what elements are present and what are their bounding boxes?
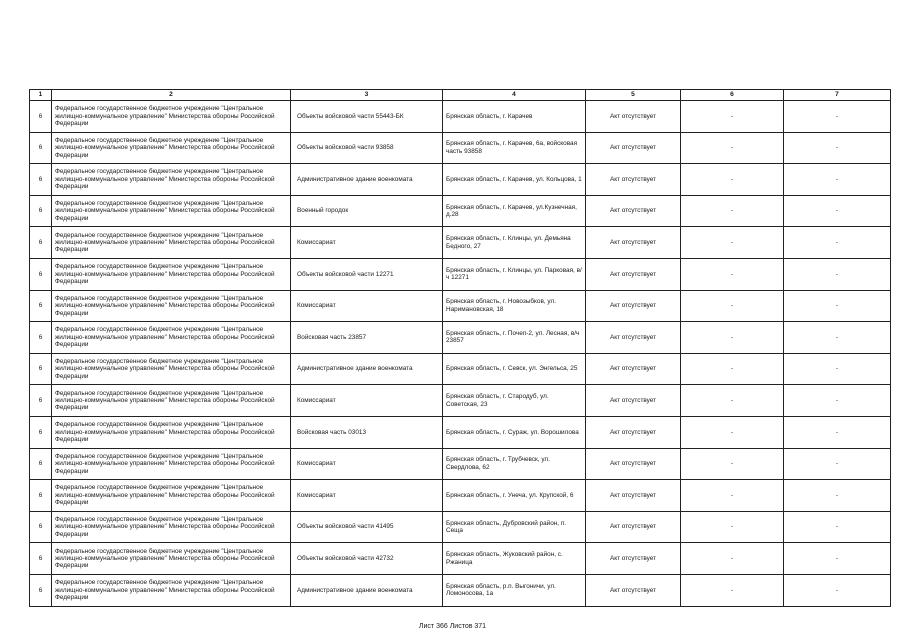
table-row — [30, 322, 891, 354]
address-cell: Брянская область, г. Севск, ул. Энгельса, 25 — [443, 353, 586, 385]
row-number-cell: 6 — [30, 227, 52, 259]
object-cell: Войсковая часть 03013 — [291, 416, 443, 448]
document-sheet — [29, 89, 890, 607]
row-number-cell: 6 — [30, 322, 52, 354]
owner-cell: Федеральное государственное бюджетное учреждение "Центральное жилищно-коммунальное управление" Министерства обороны Российской Федерации — [52, 353, 291, 385]
table-row — [30, 132, 891, 164]
column-6-cell: - — [681, 290, 784, 322]
object-cell: Комиссариат — [291, 227, 443, 259]
column-6-cell: - — [681, 511, 784, 543]
column-7-cell: - — [784, 448, 891, 480]
column-6-cell: - — [681, 448, 784, 480]
column-6-cell: - — [681, 543, 784, 575]
object-cell: Военный городок — [291, 195, 443, 227]
owner-cell: Федеральное государственное бюджетное учреждение "Центральное жилищно-коммунальное управление" Министерства обороны Российской Федерации — [52, 511, 291, 543]
column-6-cell: - — [681, 164, 784, 196]
address-cell: Брянская область, р.п. Выгоничи, ул. Ломоносова, 1а — [443, 574, 586, 606]
row-number-cell: 6 — [30, 574, 52, 606]
column-6-cell: - — [681, 353, 784, 385]
address-cell: Брянская область, г. Почеп-2, ул. Лесная, в/ч 23857 — [443, 322, 586, 354]
status-cell: Акт отсутствует — [586, 511, 681, 543]
status-cell: Акт отсутствует — [586, 543, 681, 575]
object-cell: Комиссариат — [291, 448, 443, 480]
owner-cell: Федеральное государственное бюджетное учреждение "Центральное жилищно-коммунальное управление" Министерства обороны Российской Федерации — [52, 543, 291, 575]
objects-table — [29, 89, 891, 607]
status-cell: Акт отсутствует — [586, 448, 681, 480]
column-header-6: 6 — [681, 90, 784, 101]
row-number-cell: 6 — [30, 164, 52, 196]
column-7-cell: - — [784, 574, 891, 606]
address-cell: Брянская область, г. Клинцы, ул. Парковая, в/ч 12271 — [443, 258, 586, 290]
row-number-cell: 6 — [30, 290, 52, 322]
status-cell: Акт отсутствует — [586, 195, 681, 227]
address-cell: Брянская область, г. Трубчевск, ул. Свердлова, 62 — [443, 448, 586, 480]
object-cell: Объекты войсковой части 41495 — [291, 511, 443, 543]
status-cell: Акт отсутствует — [586, 290, 681, 322]
column-6-cell: - — [681, 132, 784, 164]
owner-cell: Федеральное государственное бюджетное учреждение "Центральное жилищно-коммунальное управление" Министерства обороны Российской Федерации — [52, 164, 291, 196]
owner-cell: Федеральное государственное бюджетное учреждение "Центральное жилищно-коммунальное управление" Министерства обороны Российской Федерации — [52, 322, 291, 354]
object-cell: Комиссариат — [291, 480, 443, 512]
column-7-cell: - — [784, 480, 891, 512]
row-number-cell: 6 — [30, 385, 52, 417]
column-7-cell: - — [784, 416, 891, 448]
status-cell: Акт отсутствует — [586, 322, 681, 354]
row-number-cell: 6 — [30, 448, 52, 480]
table-row — [30, 101, 891, 133]
status-cell: Акт отсутствует — [586, 416, 681, 448]
address-cell: Брянская область, г. Карачев, ул.Кузнечная, д.28 — [443, 195, 586, 227]
address-cell: Брянская область, г. Карачев — [443, 101, 586, 133]
status-cell: Акт отсутствует — [586, 353, 681, 385]
object-cell: Административное здание военкомата — [291, 574, 443, 606]
object-cell: Административное здание военкомата — [291, 353, 443, 385]
status-cell: Акт отсутствует — [586, 132, 681, 164]
owner-cell: Федеральное государственное бюджетное учреждение "Центральное жилищно-коммунальное управление" Министерства обороны Российской Федерации — [52, 290, 291, 322]
table-row — [30, 385, 891, 417]
row-number-cell: 6 — [30, 511, 52, 543]
table-row — [30, 511, 891, 543]
status-cell: Акт отсутствует — [586, 574, 681, 606]
column-header-1: 1 — [30, 90, 52, 101]
row-number-cell: 6 — [30, 416, 52, 448]
row-number-cell: 6 — [30, 353, 52, 385]
column-header-5: 5 — [586, 90, 681, 101]
object-cell: Войсковая часть 23857 — [291, 322, 443, 354]
status-cell: Акт отсутствует — [586, 101, 681, 133]
column-7-cell: - — [784, 290, 891, 322]
header-row — [30, 90, 891, 101]
column-6-cell: - — [681, 227, 784, 259]
column-7-cell: - — [784, 511, 891, 543]
column-7-cell: - — [784, 164, 891, 196]
table-row — [30, 543, 891, 575]
table-row — [30, 353, 891, 385]
table-row — [30, 448, 891, 480]
column-7-cell: - — [784, 322, 891, 354]
address-cell: Брянская область, г. Клинцы, ул. Демьяна Бедного, 27 — [443, 227, 586, 259]
table-row — [30, 195, 891, 227]
table-row — [30, 480, 891, 512]
table-row — [30, 290, 891, 322]
column-6-cell: - — [681, 195, 784, 227]
object-cell: Комиссариат — [291, 290, 443, 322]
address-cell: Брянская область, Жуковский район, с. Ржаница — [443, 543, 586, 575]
owner-cell: Федеральное государственное бюджетное учреждение "Центральное жилищно-коммунальное управление" Министерства обороны Российской Федерации — [52, 416, 291, 448]
object-cell: Объекты войсковой части 55443-БК — [291, 101, 443, 133]
page-counter: Лист 366 Листов 371 — [418, 623, 487, 630]
table-row — [30, 258, 891, 290]
table-row — [30, 227, 891, 259]
owner-cell: Федеральное государственное бюджетное учреждение "Центральное жилищно-коммунальное управление" Министерства обороны Российской Федерации — [52, 195, 291, 227]
row-number-cell: 6 — [30, 480, 52, 512]
column-6-cell: - — [681, 258, 784, 290]
address-cell: Брянская область, г. Карачев, ул. Кольцова, 1 — [443, 164, 586, 196]
status-cell: Акт отсутствует — [586, 227, 681, 259]
address-cell: Брянская область, Дубровский район, п. Сеща — [443, 511, 586, 543]
column-7-cell: - — [784, 101, 891, 133]
column-6-cell: - — [681, 385, 784, 417]
row-number-cell: 6 — [30, 101, 52, 133]
status-cell: Акт отсутствует — [586, 480, 681, 512]
owner-cell: Федеральное государственное бюджетное учреждение "Центральное жилищно-коммунальное управление" Министерства обороны Российской Федерации — [52, 448, 291, 480]
address-cell: Брянская область, г. Карачев, 6а, войсковая часть 93858 — [443, 132, 586, 164]
column-header-3: 3 — [291, 90, 443, 101]
column-6-cell: - — [681, 322, 784, 354]
column-header-4: 4 — [443, 90, 586, 101]
object-cell: Объекты войсковой части 42732 — [291, 543, 443, 575]
column-7-cell: - — [784, 258, 891, 290]
owner-cell: Федеральное государственное бюджетное учреждение "Центральное жилищно-коммунальное управление" Министерства обороны Российской Федерации — [52, 227, 291, 259]
table-row — [30, 574, 891, 606]
column-7-cell: - — [784, 543, 891, 575]
column-7-cell: - — [784, 385, 891, 417]
row-number-cell: 6 — [30, 132, 52, 164]
status-cell: Акт отсутствует — [586, 258, 681, 290]
column-7-cell: - — [784, 195, 891, 227]
row-number-cell: 6 — [30, 195, 52, 227]
column-6-cell: - — [681, 101, 784, 133]
column-header-2: 2 — [52, 90, 291, 101]
owner-cell: Федеральное государственное бюджетное учреждение "Центральное жилищно-коммунальное управление" Министерства обороны Российской Федерации — [52, 132, 291, 164]
column-6-cell: - — [681, 574, 784, 606]
table-row — [30, 416, 891, 448]
object-cell: Объекты войсковой части 93858 — [291, 132, 443, 164]
table-row — [30, 164, 891, 196]
address-cell: Брянская область, г. Стародуб, ул. Советская, 23 — [443, 385, 586, 417]
owner-cell: Федеральное государственное бюджетное учреждение "Центральное жилищно-коммунальное управление" Министерства обороны Российской Федерации — [52, 480, 291, 512]
address-cell: Брянская область, г. Новозыбков, ул. Наримановская, 18 — [443, 290, 586, 322]
column-6-cell: - — [681, 416, 784, 448]
row-number-cell: 6 — [30, 258, 52, 290]
column-7-cell: - — [784, 353, 891, 385]
column-header-7: 7 — [784, 90, 891, 101]
column-6-cell: - — [681, 480, 784, 512]
column-7-cell: - — [784, 227, 891, 259]
owner-cell: Федеральное государственное бюджетное учреждение "Центральное жилищно-коммунальное управление" Министерства обороны Российской Федерации — [52, 258, 291, 290]
column-7-cell: - — [784, 132, 891, 164]
status-cell: Акт отсутствует — [586, 164, 681, 196]
owner-cell: Федеральное государственное бюджетное учреждение "Центральное жилищно-коммунальное управление" Министерства обороны Российской Федерации — [52, 574, 291, 606]
address-cell: Брянская область, г. Сураж, ул. Ворошилова — [443, 416, 586, 448]
owner-cell: Федеральное государственное бюджетное учреждение "Центральное жилищно-коммунальное управление" Министерства обороны Российской Федерации — [52, 101, 291, 133]
object-cell: Административное здание военкомата — [291, 164, 443, 196]
object-cell: Комиссариат — [291, 385, 443, 417]
address-cell: Брянская область, г. Унеча, ул. Крупской, 6 — [443, 480, 586, 512]
row-number-cell: 6 — [30, 543, 52, 575]
owner-cell: Федеральное государственное бюджетное учреждение "Центральное жилищно-коммунальное управление" Министерства обороны Российской Федерации — [52, 385, 291, 417]
status-cell: Акт отсутствует — [586, 385, 681, 417]
object-cell: Объекты войсковой части 12271 — [291, 258, 443, 290]
